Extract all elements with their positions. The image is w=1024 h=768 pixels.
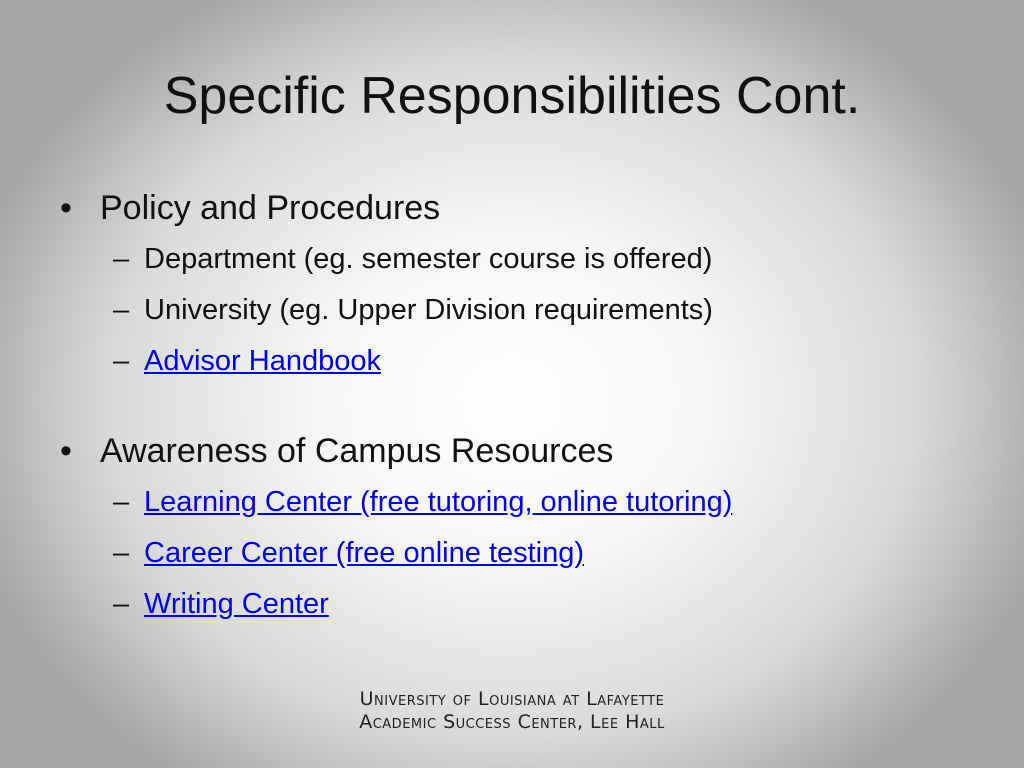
sub-item-advisor-handbook: [60, 336, 980, 387]
section-spacer: [60, 387, 980, 425]
footer-department: Academic Success Center, Lee Hall: [359, 711, 665, 733]
bullet-icon: •: [60, 189, 72, 227]
dash-icon: –: [113, 243, 130, 275]
dash-icon: –: [113, 345, 130, 377]
sub-item-text: University (eg. Upper Division requirements): [144, 294, 713, 326]
dash-icon: –: [113, 537, 130, 569]
learning-center-link[interactable]: Learning Center (free tutoring, online tutoring): [144, 486, 733, 518]
slide-title: Specific Responsibilities Cont.: [163, 67, 861, 125]
dash-icon: –: [113, 486, 130, 518]
advisor-handbook-link[interactable]: Advisor Handbook: [144, 345, 381, 377]
career-center-link[interactable]: Career Center (free online testing): [144, 537, 585, 569]
sub-item-university: [60, 285, 980, 336]
writing-center-link[interactable]: Writing Center: [144, 588, 329, 620]
sub-item-department: [60, 234, 980, 285]
bullet-text: Awareness of Campus Resources: [100, 432, 614, 470]
slide-footer: [0, 688, 1024, 734]
sub-item-learning-center: [60, 477, 980, 528]
slide-content: [60, 182, 980, 630]
bullet-awareness-of-campus-resources: [60, 425, 980, 477]
dash-icon: –: [113, 294, 130, 326]
bullet-icon: •: [60, 432, 72, 470]
sub-item-career-center: [60, 528, 980, 579]
footer-university: University of Louisiana at Lafayette: [359, 688, 665, 710]
sub-item-writing-center: [60, 579, 980, 630]
bullet-policy-and-procedures: [60, 182, 980, 234]
sub-item-text: Department (eg. semester course is offered): [144, 243, 713, 275]
bullet-text: Policy and Procedures: [100, 189, 441, 227]
dash-icon: –: [113, 588, 130, 620]
